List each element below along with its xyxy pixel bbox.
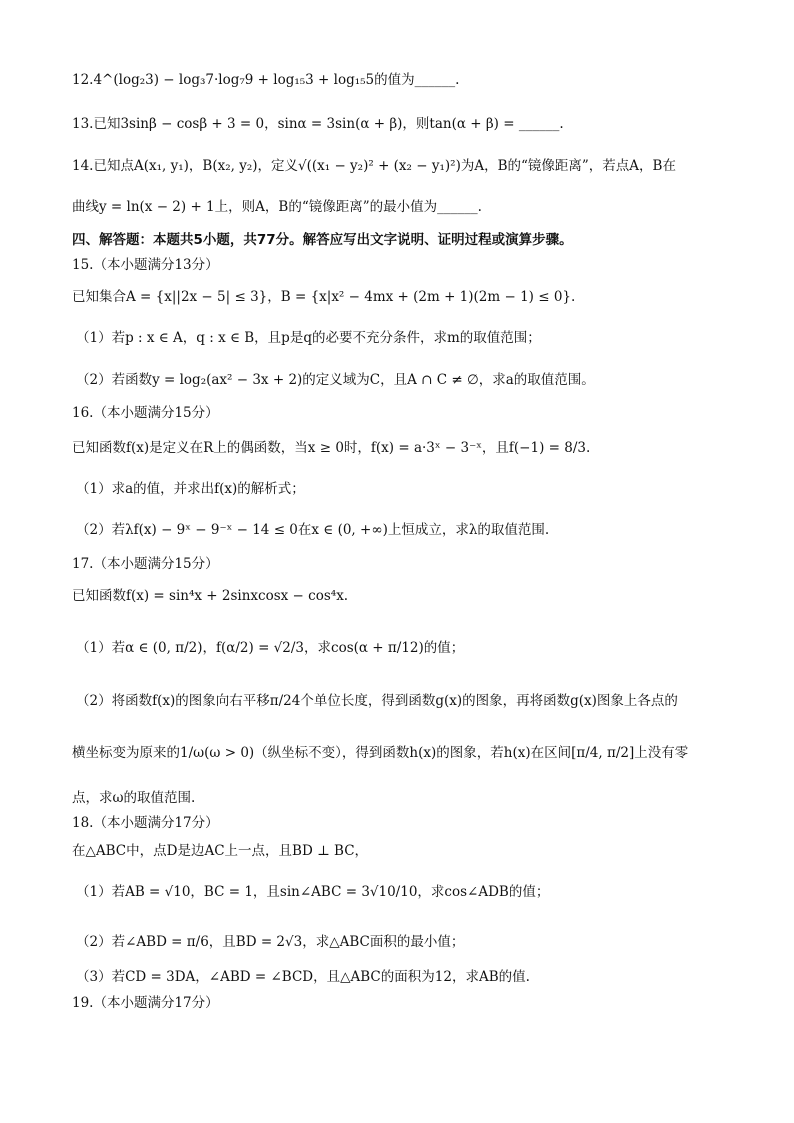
question-17-part-2-line-3: 点，求ω的取值范围. [72,790,196,806]
question-19-header: 19.（本小题满分17分） [72,995,219,1011]
question-18-part-3: （3）若CD = 3DA，∠ABD = ∠BCD，且△ABC的面积为12，求AB的值. [76,969,530,985]
question-17-part-2-line-2: 横坐标变为原来的1/ω(ω > 0)（纵坐标不变），得到函数h(x)的图象，若h(x)在区间[π/4, π/2]上没有零 [72,745,689,761]
question-16-header: 16.（本小题满分15分） [72,405,219,421]
question-14-line-2: 曲线y = ln(x − 2) + 1上，则A，B的“镜像距离”的最小值为______. [72,199,482,215]
question-15-stem: 已知集合A = {x||2x − 5| ≤ 3}，B = {x|x² − 4mx + (2m + 1)(2m − 1) ≤ 0}. [72,289,576,305]
question-18-header: 18.（本小题满分17分） [72,815,219,831]
question-17-part-1: （1）若α ∈ (0, π/2)，f(α/2) = √2/3，求cos(α + π/12)的值； [76,640,465,656]
section-heading: 四、解答题：本题共5小题，共77分。解答应写出文字说明、证明过程或演算步骤。 [72,232,573,248]
question-14-line-1: 14.已知点A(x₁, y₁)，B(x₂, y₂)，定义√((x₁ − y₂)² + (x₂ − y₁)²)为A，B的“镜像距离”，若点A，B在 [72,158,676,174]
question-18-part-1: （1）若AB = √10，BC = 1，且sin∠ABC = 3√10/10，求cos∠ADB的值； [76,884,550,900]
question-13: 13.已知3sinβ − cosβ + 3 = 0，sinα = 3sin(α + β)，则tan(α + β) = ______. [72,116,564,132]
question-18-part-2: （2）若∠ABD = π/6，且BD = 2√3，求△ABC面积的最小值； [76,934,465,950]
question-18-stem: 在△ABC中，点D是边AC上一点，且BD ⊥ BC， [72,843,369,859]
question-15-header: 15.（本小题满分13分） [72,257,219,273]
question-16-part-1: （1）求a的值，并求出f(x)的解析式； [76,481,305,497]
question-17-header: 17.（本小题满分15分） [72,556,219,572]
question-16-stem: 已知函数f(x)是定义在R上的偶函数，当x ≥ 0时，f(x) = a·3ˣ − 3⁻ˣ，且f(−1) = 8/3. [72,440,591,456]
question-16-part-2: （2）若λf(x) − 9ˣ − 9⁻ˣ − 14 ≤ 0在x ∈ (0, +∞)上恒成立，求λ的取值范围. [76,522,550,538]
question-12: 12.4^(log₂3) − log₃7·log₇9 + log₁₅3 + log₁₅5的值为______. [72,72,460,88]
question-17-part-2-line-1: （2）将函数f(x)的图象向右平移π/24个单位长度，得到函数g(x)的图象，再将函数g(x)图象上各点的 [76,693,678,709]
question-15-part-1: （1）若p : x ∈ A，q : x ∈ B，且p是q的必要不充分条件，求m的取值范围； [76,330,541,346]
question-17-stem: 已知函数f(x) = sin⁴x + 2sinxcosx − cos⁴x. [72,588,349,604]
question-15-part-2: （2）若函数y = log₂(ax² − 3x + 2)的定义域为C，且A ∩ C ≠ ∅，求a的取值范围。 [76,372,595,388]
